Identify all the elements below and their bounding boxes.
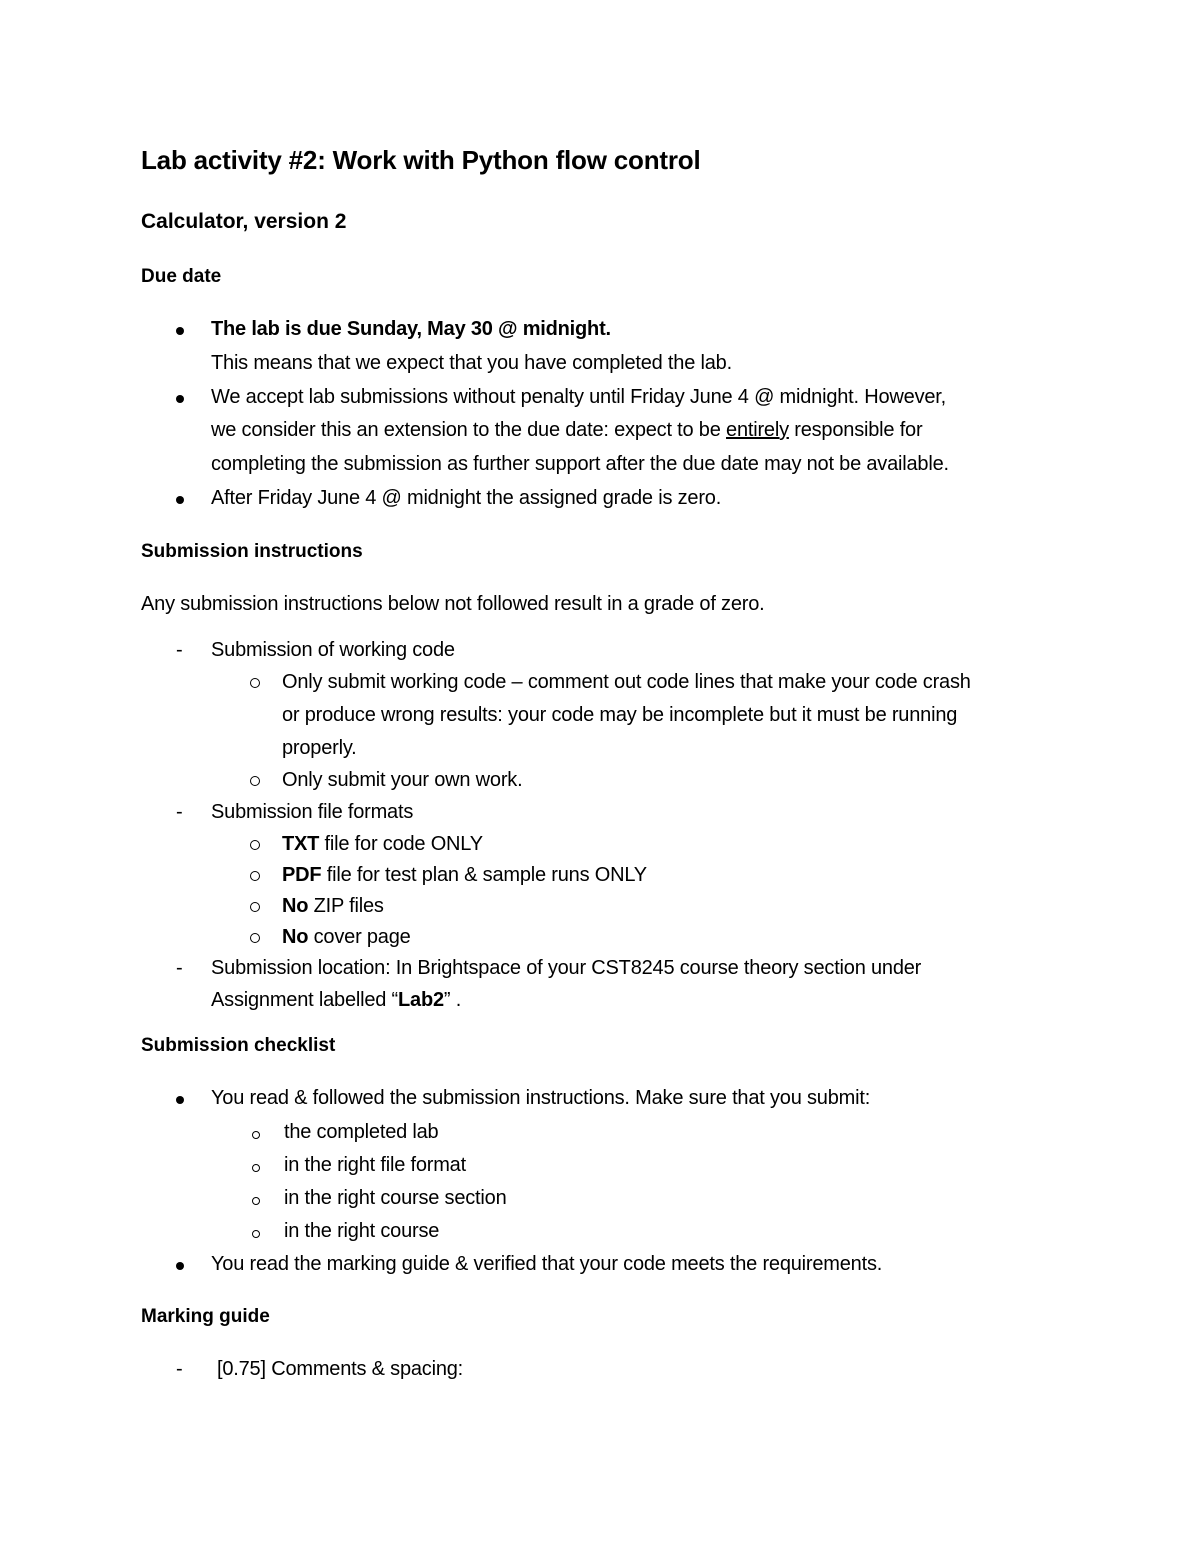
submission-location-text-a: Assignment labelled “: [211, 989, 399, 1011]
file-format-zip: [282, 895, 384, 918]
due-date-item-1-detail: This means that we expect that you have completed the lab.: [211, 352, 732, 374]
working-code-sub-1-line-3: properly.: [282, 737, 357, 759]
checklist-item-2: You read the marking guide & verified that your code meets the requirements.: [211, 1253, 883, 1275]
circle-bullet-icon: [250, 678, 260, 688]
circle-bullet-icon: [252, 1131, 260, 1139]
bullet-icon: [176, 1096, 184, 1104]
marking-guide-item-1: [0.75] Comments & spacing:: [217, 1358, 464, 1380]
bullet-icon: [176, 395, 184, 403]
circle-bullet-icon: [250, 871, 260, 881]
submission-checklist-heading: Submission checklist: [141, 1035, 336, 1056]
file-format-zip-text: ZIP files: [308, 895, 384, 917]
file-format-txt-text: file for code ONLY: [319, 833, 483, 855]
due-date-item-1: The lab is due Sunday, May 30 @ midnight.: [211, 318, 611, 340]
checklist-sub-item: in the right course: [284, 1220, 440, 1242]
bullet-icon: [176, 496, 184, 504]
circle-bullet-icon: [250, 840, 260, 850]
submission-location-lab-name: Lab2: [398, 989, 444, 1011]
due-date-item-2-line-3: completing the submission as further support after the due date may not be available.: [211, 453, 949, 475]
circle-bullet-icon: [252, 1164, 260, 1172]
submission-instructions-intro: Any submission instructions below not followed result in a grade of zero.: [141, 593, 765, 615]
page-subtitle: Calculator, version 2: [141, 210, 347, 233]
bullet-icon: [176, 1262, 184, 1270]
submission-location-text-b: ” .: [443, 989, 462, 1011]
file-format-cover-text: cover page: [308, 926, 411, 948]
due-date-heading: Due date: [141, 266, 222, 287]
file-format-cover-keyword: No: [282, 926, 309, 948]
file-format-pdf-text: file for test plan & sample runs ONLY: [321, 864, 647, 886]
checklist-sub-item: the completed lab: [284, 1121, 439, 1143]
dash-marker: -: [176, 639, 183, 661]
circle-bullet-icon: [250, 933, 260, 943]
dash-marker: -: [176, 801, 183, 823]
circle-bullet-icon: [250, 776, 260, 786]
working-code-sub-2: Only submit your own work.: [282, 769, 523, 791]
marking-guide-heading: Marking guide: [141, 1306, 270, 1327]
working-code-sub-1-line-2: or produce wrong results: your code may be incomplete but it must be running: [282, 704, 958, 726]
file-format-zip-keyword: No: [282, 895, 309, 917]
due-date-item-2-text-b: responsible for: [788, 419, 923, 441]
checklist-sub-item: in the right course section: [284, 1187, 507, 1209]
file-format-pdf: [282, 864, 647, 887]
working-code-sub-1-line-1: Only submit working code – comment out code lines that make your code crash: [282, 671, 971, 693]
dash-marker: -: [176, 1358, 183, 1380]
emphasis-entirely: entirely: [726, 419, 789, 441]
submission-location-line-1: Submission location: In Brightspace of your CST8245 course theory section under: [211, 957, 922, 979]
page-title: Lab activity #2: Work with Python flow control: [141, 145, 701, 175]
dash-marker: -: [176, 957, 183, 979]
file-format-txt: [282, 833, 483, 856]
bullet-icon: [176, 327, 184, 335]
checklist-item-1: You read & followed the submission instructions. Make sure that you submit:: [211, 1087, 871, 1109]
submission-location-line-2: [211, 989, 461, 1012]
circle-bullet-icon: [252, 1230, 260, 1238]
working-code-label: Submission of working code: [211, 639, 455, 661]
circle-bullet-icon: [252, 1197, 260, 1205]
due-date-item-2-line-1: We accept lab submissions without penalty until Friday June 4 @ midnight. However,: [211, 386, 947, 408]
due-date-item-2-line-2: [211, 419, 922, 442]
due-date-item-2-text-a: we consider this an extension to the due date: expect to be: [211, 419, 727, 441]
submission-instructions-heading: Submission instructions: [141, 541, 363, 562]
circle-bullet-icon: [250, 902, 260, 912]
file-format-cover: [282, 926, 411, 949]
file-formats-label: Submission file formats: [211, 801, 414, 823]
due-date-item-3: After Friday June 4 @ midnight the assigned grade is zero.: [211, 487, 722, 509]
file-format-pdf-keyword: PDF: [282, 864, 322, 886]
checklist-sub-item: in the right file format: [284, 1154, 466, 1176]
file-format-txt-keyword: TXT: [282, 833, 320, 855]
